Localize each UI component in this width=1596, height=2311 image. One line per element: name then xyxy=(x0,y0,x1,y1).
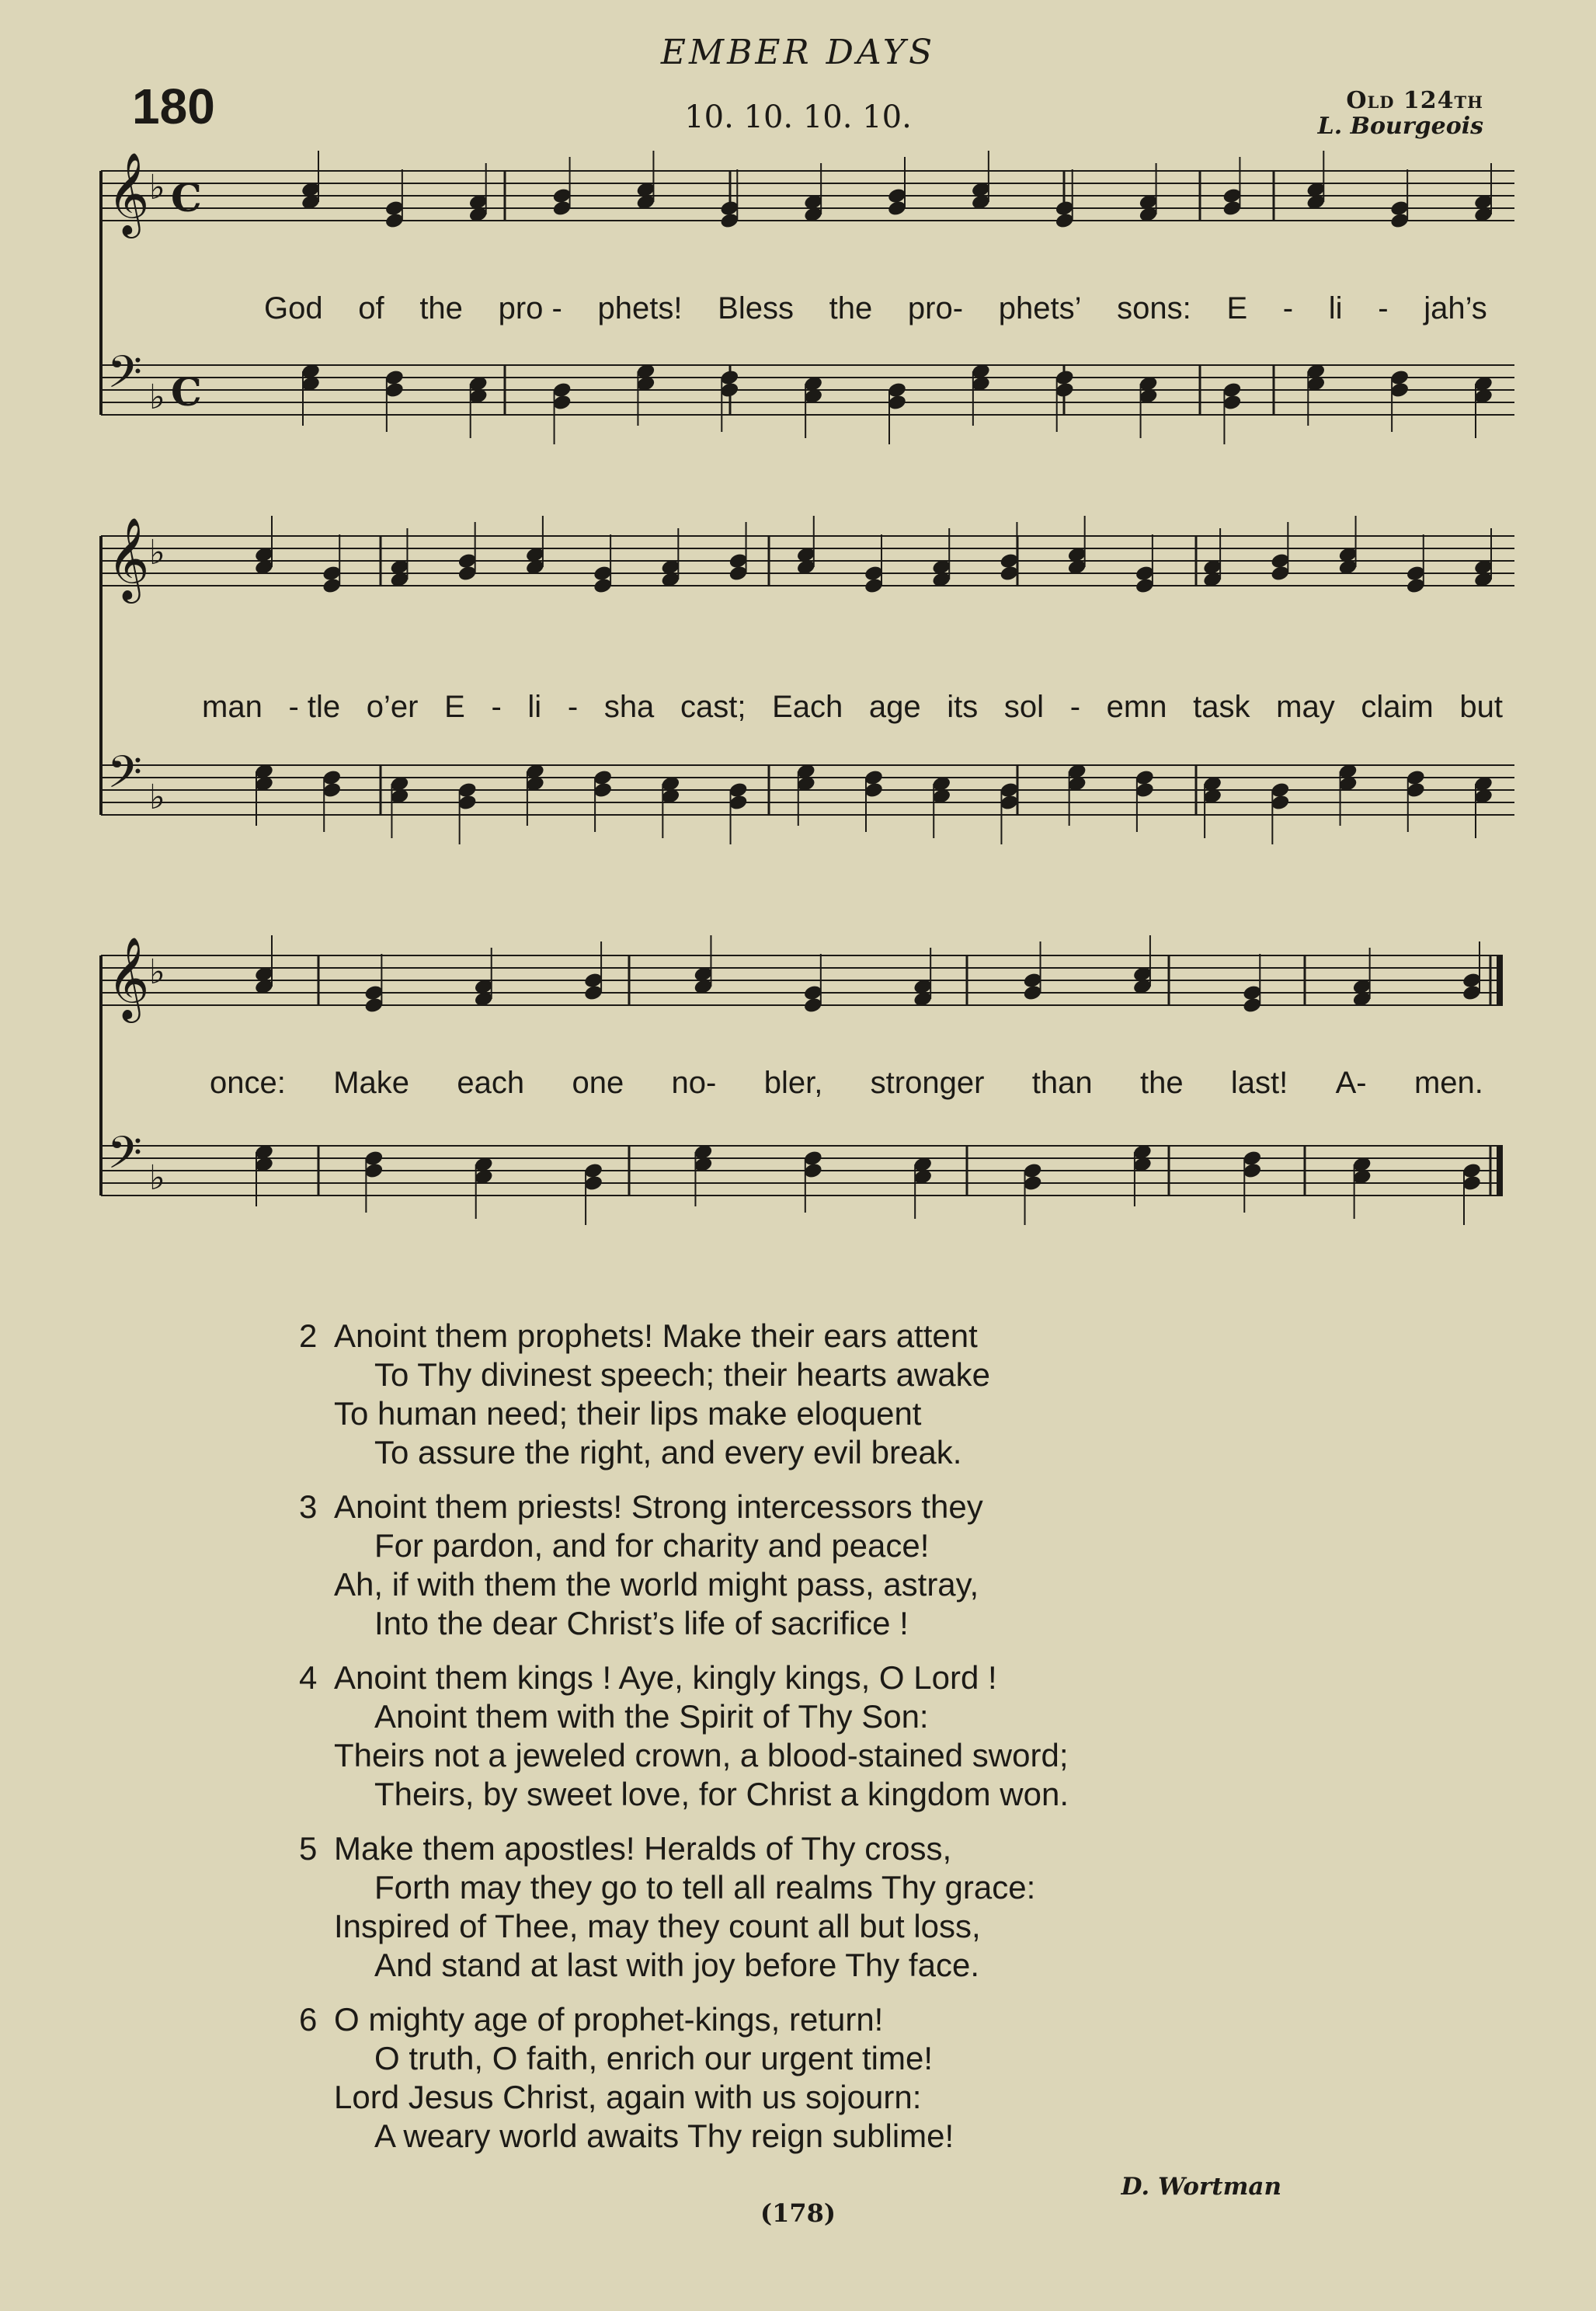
verse-line: Anoint them kings ! Aye, kingly kings, O Lord ! xyxy=(334,1659,997,1696)
lyric-syllable: last! xyxy=(1230,1066,1288,1100)
lyric-syllable: no- xyxy=(671,1066,717,1100)
lyric-syllable: Each xyxy=(772,690,843,724)
verse-line: To Thy divinest speech; their hearts awake xyxy=(374,1356,990,1393)
verse-number: 3 xyxy=(299,1488,318,1525)
author: D. Wortman xyxy=(1121,2173,1281,2201)
lyric-syllable: pro - xyxy=(498,291,562,325)
verse-line: Ah, if with them the world might pass, astray, xyxy=(334,1566,979,1603)
treble-clef-icon: 𝄞 xyxy=(107,517,150,600)
lyric-syllable: emn xyxy=(1106,690,1167,724)
verse-line: Inspired of Thee, may they count all but loss, xyxy=(334,1908,981,1944)
lyric-syllable: God xyxy=(264,291,323,325)
verse-line: Forth may they go to tell all realms Thy grace: xyxy=(374,1869,1036,1906)
verses xyxy=(299,1317,1069,2171)
flat-icon: ♭ xyxy=(149,378,165,417)
flat-icon: ♭ xyxy=(149,952,165,992)
lyric-syllable: A- xyxy=(1335,1066,1367,1100)
verse-line: Lord Jesus Christ, again with us sojourn: xyxy=(334,2079,922,2115)
verse-line: Theirs, by sweet love, for Christ a kingdom won. xyxy=(374,1776,1069,1812)
verse xyxy=(299,1317,1069,1472)
lyrics-system-2 xyxy=(202,690,1503,725)
verse-line: A weary world awaits Thy reign sublime! xyxy=(374,2118,954,2154)
verse-line: For pardon, and for charity and peace! xyxy=(374,1527,930,1564)
common-time-icon: C xyxy=(171,369,202,415)
lyric-syllable: sha xyxy=(603,690,655,724)
verse-line: Into the dear Christ’s life of sacrifice ! xyxy=(374,1605,909,1641)
lyric-syllable: Make xyxy=(333,1066,410,1100)
verse xyxy=(299,1488,1069,1643)
lyric-syllable: - tle xyxy=(288,690,341,724)
lyric-syllable: pro- xyxy=(907,291,964,325)
lyric-syllable: claim xyxy=(1361,690,1434,724)
lyric-syllable: li xyxy=(1328,291,1343,325)
lyric-syllable: may xyxy=(1276,690,1335,724)
lyric-syllable: E xyxy=(444,690,465,724)
lyric-syllable: one xyxy=(572,1066,624,1100)
verse xyxy=(299,2000,1069,2156)
lyric-syllable: but xyxy=(1459,690,1503,724)
lyric-syllable: age xyxy=(868,690,921,724)
bass-clef-icon: 𝄢 xyxy=(107,1126,143,1190)
page-number: (178) xyxy=(760,2198,836,2228)
lyric-syllable: men. xyxy=(1413,1066,1483,1100)
section-title: EMBER DAYS xyxy=(660,33,936,72)
verse-number: 2 xyxy=(299,1317,318,1354)
meter: 10. 10. 10. 10. xyxy=(684,99,912,135)
hymn-number: 180 xyxy=(132,78,215,134)
lyrics-system-1 xyxy=(264,291,1487,326)
verse-number: 6 xyxy=(299,2001,318,2038)
verse-line: Make them apostles! Heralds of Thy cross, xyxy=(334,1830,952,1867)
verse-line: O mighty age of prophet-kings, return! xyxy=(334,2001,884,2038)
lyric-syllable: o’er xyxy=(366,690,419,724)
verse xyxy=(299,1658,1069,1814)
lyric-syllable: sol xyxy=(1003,690,1045,724)
lyric-syllable: task xyxy=(1193,690,1250,724)
verse-line: To human need; their lips make eloquent xyxy=(334,1395,922,1432)
lyric-syllable: jah’s xyxy=(1424,291,1487,325)
lyric-syllable: cast; xyxy=(680,690,746,724)
lyric-syllable: E xyxy=(1226,291,1248,325)
lyric-syllable: the xyxy=(419,291,463,325)
verse-line: Anoint them with the Spirit of Thy Son: xyxy=(374,1698,929,1735)
verse-line: Anoint them prophets! Make their ears attent xyxy=(334,1317,978,1354)
verse-line: Theirs not a jeweled crown, a blood-stained sword; xyxy=(334,1737,1069,1773)
lyric-syllable: Bless xyxy=(718,291,794,325)
lyric-syllable: sons: xyxy=(1117,291,1191,325)
lyric-syllable: phets! xyxy=(597,291,683,325)
treble-clef-icon: 𝄞 xyxy=(107,151,150,235)
final-bar xyxy=(1497,955,1503,1005)
common-time-icon: C xyxy=(171,175,202,221)
lyric-syllable: once: xyxy=(210,1066,286,1100)
flat-icon: ♭ xyxy=(149,533,165,573)
lyric-syllable: phets’ xyxy=(998,291,1082,325)
bass-clef-icon: 𝄢 xyxy=(107,346,143,409)
flat-icon: ♭ xyxy=(149,778,165,817)
lyric-syllable: the xyxy=(1139,1066,1184,1100)
bass-clef-icon: 𝄢 xyxy=(107,746,143,809)
lyrics-system-3 xyxy=(210,1066,1483,1101)
verse-line: To assure the right, and every evil break. xyxy=(374,1434,962,1470)
lyric-syllable: li xyxy=(527,690,542,724)
lyric-syllable: each xyxy=(457,1066,525,1100)
verse-line: And stand at last with joy before Thy face. xyxy=(374,1947,979,1983)
lyric-syllable: of xyxy=(358,291,384,325)
lyric-syllable: bler, xyxy=(763,1066,823,1100)
verse-line: Anoint them priests! Strong intercessors they xyxy=(334,1488,983,1525)
lyric-syllable: - xyxy=(1282,291,1294,325)
tune-name: Old 124th xyxy=(1346,87,1483,114)
lyric-syllable: stronger xyxy=(870,1066,985,1100)
lyric-syllable: than xyxy=(1031,1066,1093,1100)
lyric-syllable: - xyxy=(567,690,579,724)
composer: L. Bourgeois xyxy=(1317,113,1483,140)
treble-clef-icon: 𝄞 xyxy=(107,936,150,1019)
lyric-syllable: - xyxy=(491,690,502,724)
lyric-syllable: - xyxy=(1378,291,1389,325)
verse xyxy=(299,1829,1069,1985)
verse-number: 4 xyxy=(299,1659,318,1696)
lyric-syllable: - xyxy=(1069,690,1081,724)
lyric-syllable: man xyxy=(202,690,263,724)
flat-icon: ♭ xyxy=(149,1158,165,1198)
verse-line: O truth, O faith, enrich our urgent time! xyxy=(374,2040,933,2076)
verse-number: 5 xyxy=(299,1830,318,1867)
lyric-syllable: the xyxy=(829,291,873,325)
final-bar xyxy=(1497,1146,1503,1196)
lyric-syllable: its xyxy=(947,690,979,724)
flat-icon: ♭ xyxy=(149,168,165,207)
